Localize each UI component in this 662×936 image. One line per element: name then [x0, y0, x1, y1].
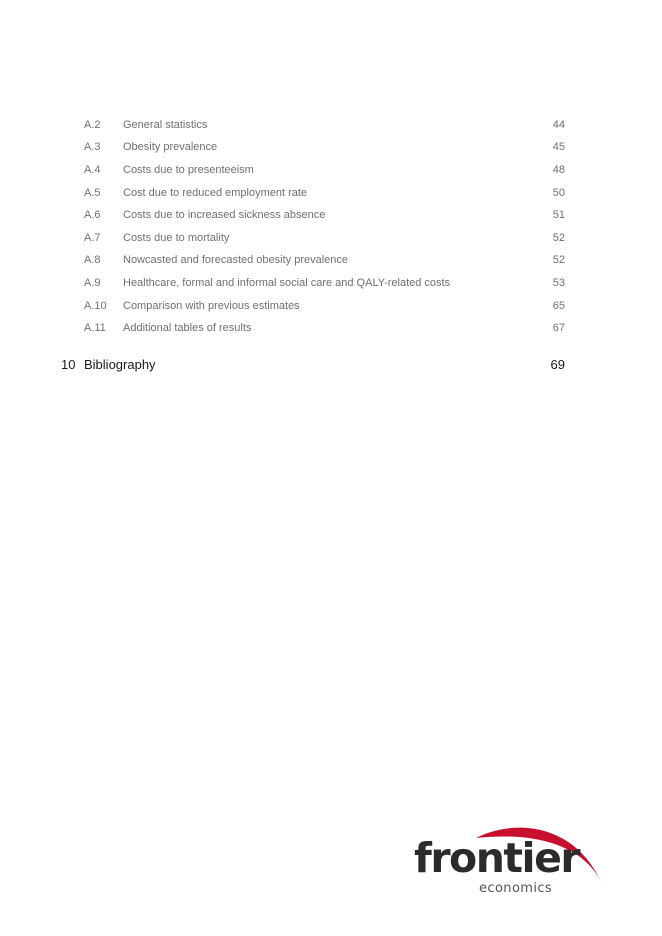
frontier-economics-logo	[410, 822, 606, 904]
toc-entry-page: 69	[550, 357, 565, 372]
toc-entry-number: A.3	[84, 141, 101, 153]
toc-entry-title: Cost due to reduced employment rate	[123, 187, 308, 199]
toc-entry-title: Nowcasted and forecasted obesity prevalence	[123, 254, 349, 266]
toc-entry-title: Comparison with previous estimates	[123, 300, 300, 312]
logo-wordmark: frontier	[414, 834, 580, 882]
toc-entry-number: A.5	[84, 187, 101, 199]
toc-entry-page: 65	[552, 300, 565, 312]
toc-entry-number: A.6	[84, 209, 101, 221]
toc-entry-title: Healthcare, formal and informal social care and QALY-related costs	[123, 277, 451, 289]
toc-entry-number: A.7	[84, 232, 101, 244]
toc-entry-page: 52	[552, 232, 565, 244]
toc-entry-a11[interactable]	[0, 320, 662, 336]
toc-entry-page: 44	[552, 119, 565, 131]
toc-entry-title: General statistics	[123, 119, 208, 131]
toc-entry-a3[interactable]	[0, 139, 662, 155]
toc-entry-bibliography[interactable]	[0, 356, 662, 374]
toc-entry-title: Costs due to presenteeism	[123, 164, 254, 176]
toc-entry-page: 53	[552, 277, 565, 289]
toc-entry-number: 10	[61, 357, 76, 372]
toc-entry-title: Costs due to increased sickness absence	[123, 209, 326, 221]
toc-entry-a7[interactable]	[0, 230, 662, 246]
toc-entry-page: 48	[552, 164, 565, 176]
toc-entry-number: A.2	[84, 119, 101, 131]
toc-entry-a8[interactable]	[0, 252, 662, 268]
toc-entry-number: A.8	[84, 254, 101, 266]
toc-entry-number: A.11	[84, 322, 106, 334]
logo-subtitle: economics	[479, 881, 553, 896]
toc-entry-a4[interactable]	[0, 162, 662, 178]
toc-entry-page: 67	[552, 322, 565, 334]
toc-entry-page: 50	[552, 187, 565, 199]
toc-entry-number: A.10	[84, 300, 107, 312]
toc-entry-title: Bibliography	[84, 357, 156, 372]
toc-entry-page: 45	[552, 141, 565, 153]
toc-entry-title: Obesity prevalence	[123, 141, 218, 153]
toc-entry-number: A.4	[84, 164, 101, 176]
toc-entry-page: 51	[552, 209, 565, 221]
toc-entry-a6[interactable]	[0, 207, 662, 223]
toc-entry-title: Costs due to mortality	[123, 232, 230, 244]
toc-entry-number: A.9	[84, 277, 101, 289]
toc-entry-a5[interactable]	[0, 185, 662, 201]
toc-entry-a9[interactable]	[0, 275, 662, 291]
toc-entry-page: 52	[552, 254, 565, 266]
toc-entry-title: Additional tables of results	[123, 322, 252, 334]
toc-entry-a2[interactable]	[0, 117, 662, 133]
toc-entry-a10[interactable]	[0, 298, 662, 314]
